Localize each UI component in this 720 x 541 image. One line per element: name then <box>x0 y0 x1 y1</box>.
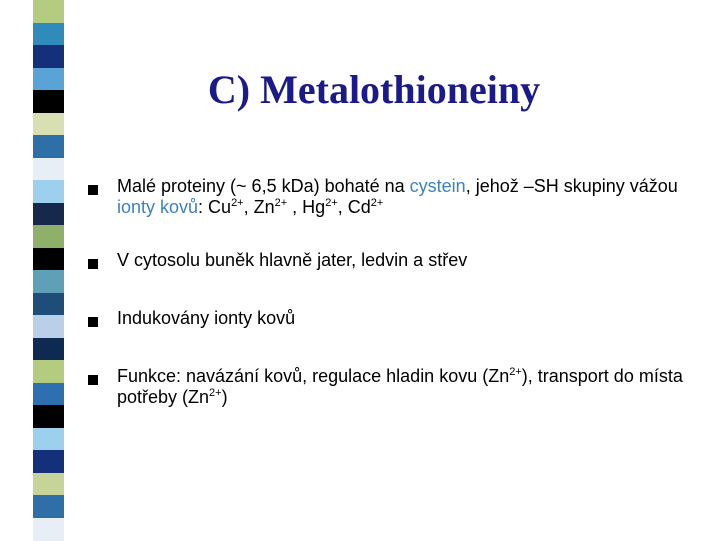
text-run: , jehož –SH skupiny vážou <box>465 176 678 196</box>
stripe-segment <box>33 225 64 248</box>
bullet-text <box>117 250 698 271</box>
text-run: , Hg <box>287 197 326 217</box>
text-run: V cytosolu buněk hlavně jater, ledvin a střev <box>117 250 468 270</box>
bullet-text <box>117 308 698 329</box>
text-run: Indukovány ionty kovů <box>117 308 296 328</box>
text-run: , Zn <box>243 197 275 217</box>
text-run: Funkce: navázání kovů, regulace hladin kovu (Zn <box>117 366 510 386</box>
text-run: ), transport do místa potřeby (Zn <box>117 366 683 407</box>
bullet-square-icon <box>88 185 98 195</box>
stripe-segment <box>33 113 64 136</box>
text-run: ) <box>221 387 228 407</box>
stripe-segment <box>33 135 64 158</box>
stripe-segment <box>33 158 64 181</box>
bullet-item <box>88 176 698 218</box>
text-run: : Cu <box>198 197 232 217</box>
stripe-segment <box>33 293 64 316</box>
stripe-segment <box>33 248 64 271</box>
stripe-segment <box>33 428 64 451</box>
stripe-segment <box>33 23 64 46</box>
bullet-item <box>88 250 698 271</box>
bullet-square-icon <box>88 375 98 385</box>
stripe-segment <box>33 495 64 518</box>
stripe-segment <box>33 473 64 496</box>
highlighted-term: cystein <box>409 176 466 196</box>
bullet-square-icon <box>88 259 98 269</box>
stripe-segment <box>33 180 64 203</box>
stripe-segment <box>33 405 64 428</box>
stripe-segment <box>33 360 64 383</box>
bullet-text <box>117 366 698 408</box>
charge-superscript: 2+ <box>370 197 384 209</box>
stripe-segment <box>33 450 64 473</box>
charge-superscript: 2+ <box>209 387 222 399</box>
stripe-segment <box>33 45 64 68</box>
slide-title: C) Metalothioneiny <box>207 67 541 112</box>
stripe-segment <box>33 518 64 541</box>
bullet-item <box>88 366 698 408</box>
bullet-item <box>88 308 698 329</box>
charge-superscript: 2+ <box>274 197 288 209</box>
bullet-square-icon <box>88 317 98 327</box>
highlighted-term: ionty kovů <box>117 197 199 217</box>
stripe-segment <box>33 383 64 406</box>
stripe-segment <box>33 270 64 293</box>
stripe-segment <box>33 203 64 226</box>
stripe-segment <box>33 0 64 23</box>
text-run: , Cd <box>337 197 371 217</box>
charge-superscript: 2+ <box>509 366 522 378</box>
charge-superscript: 2+ <box>325 197 338 209</box>
stripe-segment <box>33 315 64 338</box>
stripe-segment <box>33 338 64 361</box>
bullet-text <box>117 176 698 218</box>
charge-superscript: 2+ <box>231 197 244 209</box>
text-run: Malé proteiny (~ 6,5 kDa) bohaté na <box>117 176 410 196</box>
